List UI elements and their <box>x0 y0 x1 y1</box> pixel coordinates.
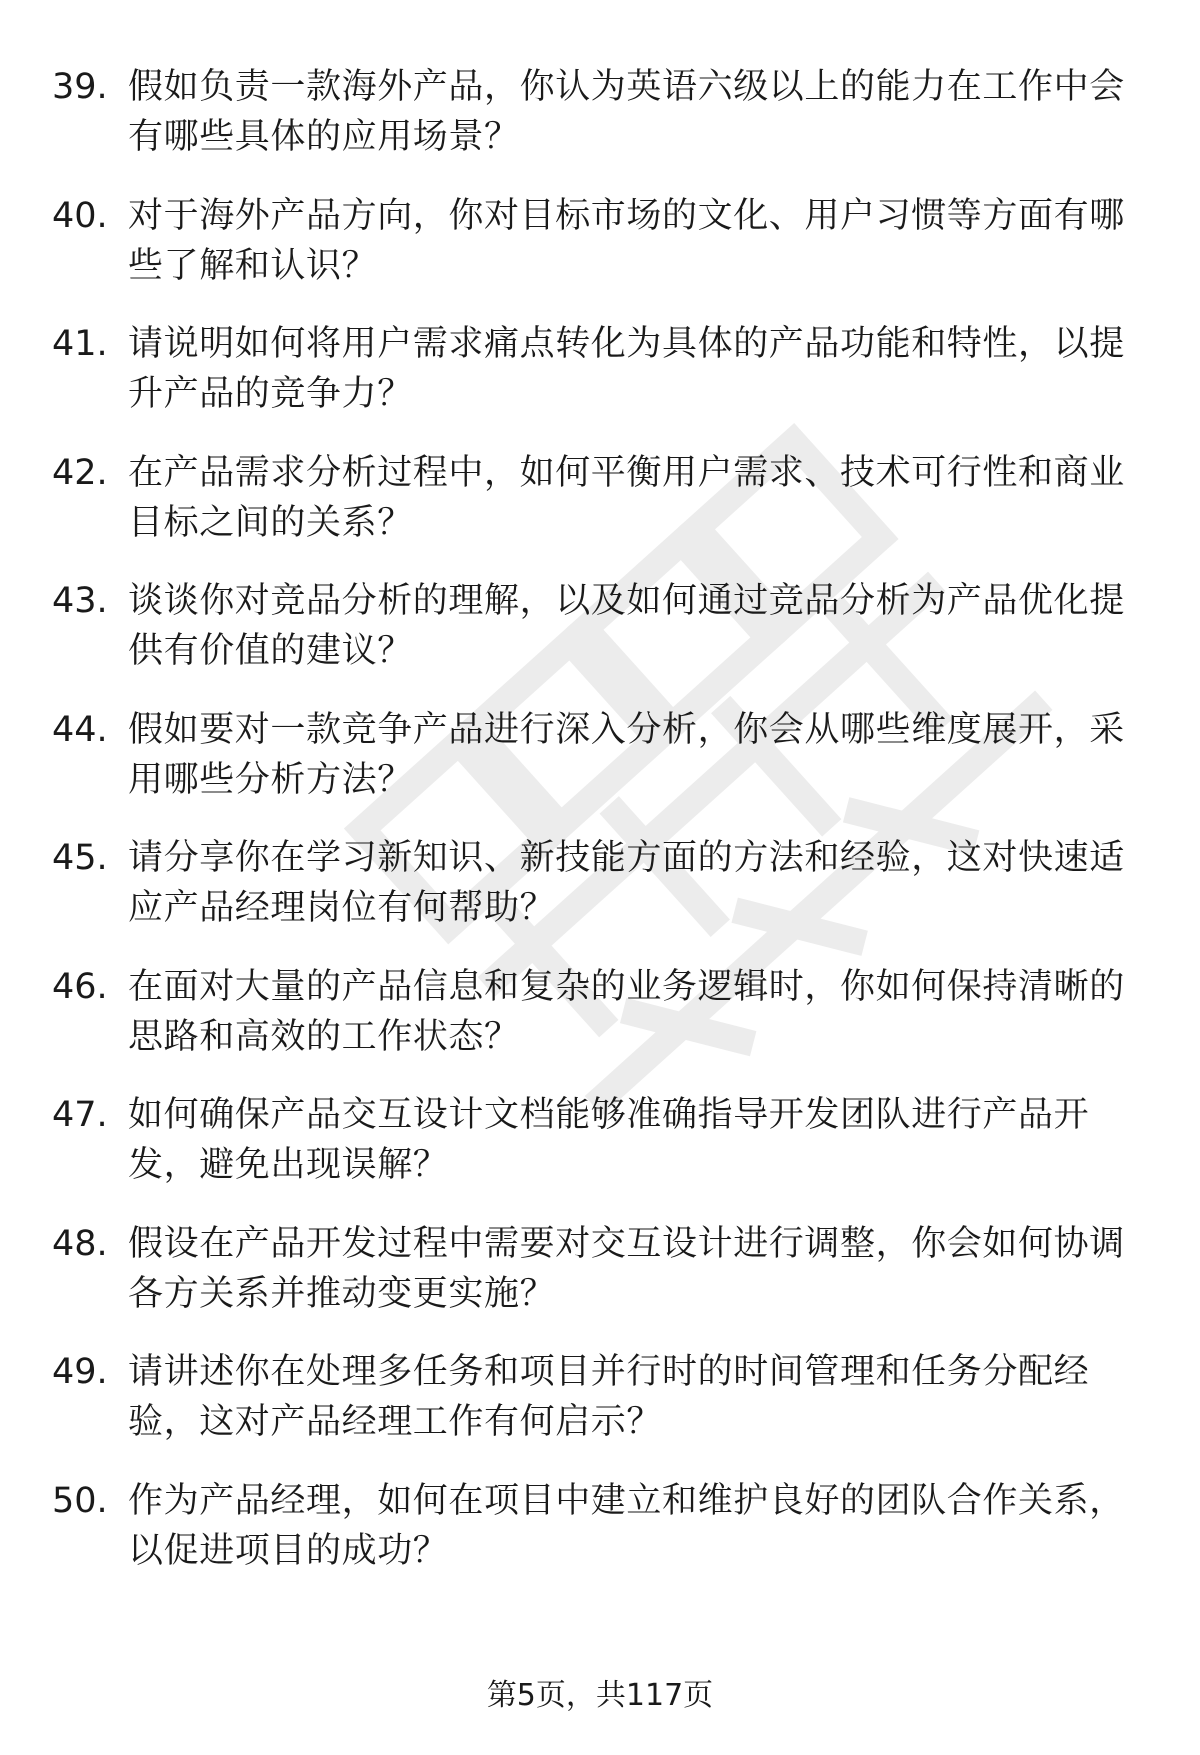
question-item-43 <box>52 576 1152 705</box>
question-item-42 <box>52 448 1152 577</box>
question-list <box>52 62 1152 1604</box>
question-text: 请分享你在学习新知识、新技能方面的方法和经验，这对快速适应产品经理岗位有何帮助？ <box>128 838 1125 928</box>
question-number: 47. <box>52 1095 108 1135</box>
question-item-41 <box>52 319 1152 448</box>
question-number: 39. <box>52 67 108 107</box>
question-number: 49. <box>52 1352 108 1392</box>
question-text: 假如负责一款海外产品，你认为英语六级以上的能力在工作中会有哪些具体的应用场景？ <box>128 67 1125 157</box>
question-text: 请讲述你在处理多任务和项目并行时的时间管理和任务分配经验，这对产品经理工作有何启示？ <box>128 1352 1090 1442</box>
question-text: 请说明如何将用户需求痛点转化为具体的产品功能和特性，以提升产品的竞争力？ <box>128 324 1125 414</box>
question-item-39 <box>52 62 1152 191</box>
question-text: 对于海外产品方向，你对目标市场的文化、用户习惯等方面有哪些了解和认识？ <box>128 195 1125 286</box>
question-text: 假如要对一款竞争产品进行深入分析，你会从哪些维度展开，采用哪些分析方法？ <box>128 709 1125 800</box>
question-number: 50. <box>52 1480 108 1521</box>
question-item-40 <box>52 191 1152 320</box>
question-number: 43. <box>52 581 108 621</box>
question-number: 46. <box>52 966 108 1007</box>
question-text: 作为产品经理，如何在项目中建立和维护良好的团队合作关系，以促进项目的成功？ <box>128 1480 1125 1571</box>
question-text: 假设在产品开发过程中需要对交互设计进行调整，你会如何协调各方关系并推动变更实施？ <box>128 1223 1125 1314</box>
question-item-47 <box>52 1090 1152 1219</box>
question-number: 45. <box>52 838 108 878</box>
page-indicator: 第5页，共117页 <box>486 1678 714 1713</box>
question-text: 如何确保产品交互设计文档能够准确指导开发团队进行产品开发，避免出现误解？ <box>128 1095 1090 1185</box>
question-text: 在产品需求分析过程中，如何平衡用户需求、技术可行性和商业目标之间的关系？ <box>128 452 1125 543</box>
question-number: 44. <box>52 709 108 750</box>
question-number: 48. <box>52 1223 108 1264</box>
question-item-48 <box>52 1219 1152 1348</box>
question-number: 42. <box>52 452 108 493</box>
question-item-45 <box>52 833 1152 962</box>
question-item-49 <box>52 1347 1152 1476</box>
question-number: 40. <box>52 195 108 236</box>
question-item-46 <box>52 962 1152 1091</box>
question-text: 在面对大量的产品信息和复杂的业务逻辑时，你如何保持清晰的思路和高效的工作状态？ <box>128 966 1125 1057</box>
question-item-44 <box>52 705 1152 834</box>
question-number: 41. <box>52 324 108 364</box>
question-item-50 <box>52 1476 1152 1605</box>
question-text: 谈谈你对竞品分析的理解，以及如何通过竞品分析为产品优化提供有价值的建议？ <box>128 581 1125 671</box>
